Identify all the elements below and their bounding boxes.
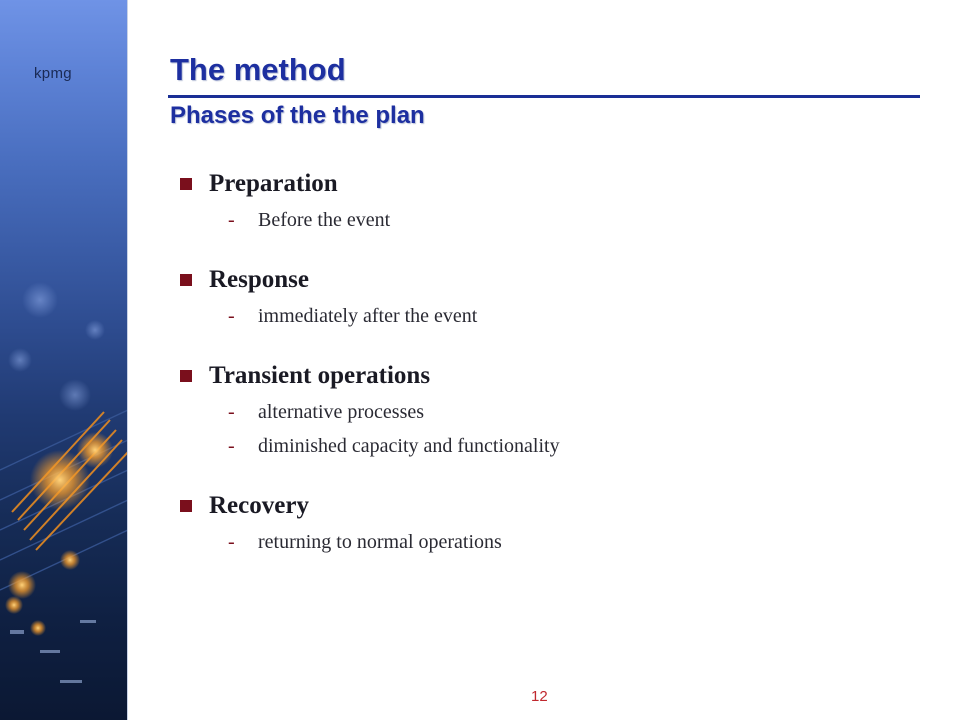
phase-title: Preparation xyxy=(209,170,338,197)
phase-detail xyxy=(180,395,900,429)
phase-detail-text: returning to normal operations xyxy=(258,530,502,553)
phase-details xyxy=(180,525,900,559)
phase-details xyxy=(180,203,900,237)
phase-item xyxy=(180,165,900,237)
phase-title: Recovery xyxy=(209,492,309,519)
phase-detail xyxy=(180,525,900,559)
phase-details xyxy=(180,395,900,463)
phase-detail xyxy=(180,299,900,333)
sidebar-decoration xyxy=(0,0,128,720)
phase-detail-text: Before the event xyxy=(258,208,391,231)
slide-subtitle: Phases of the the plan xyxy=(170,102,425,129)
phase-list xyxy=(180,165,900,583)
phase-detail xyxy=(180,203,900,237)
circuit-board-image xyxy=(0,0,128,720)
square-bullet-icon xyxy=(180,274,192,286)
phase-heading xyxy=(180,487,900,525)
phase-detail-text: immediately after the event xyxy=(258,304,478,327)
dash-bullet-icon: - xyxy=(228,530,235,553)
page-number: 12 xyxy=(531,688,548,705)
brand-label: kpmg xyxy=(34,65,72,82)
square-bullet-icon xyxy=(180,370,192,382)
phase-detail xyxy=(180,429,900,463)
phase-detail-text: diminished capacity and functionality xyxy=(258,434,560,457)
phase-heading xyxy=(180,261,900,299)
dash-bullet-icon: - xyxy=(228,208,235,231)
title-underline xyxy=(168,95,920,98)
sidebar-divider xyxy=(127,0,128,720)
phase-title: Response xyxy=(209,266,310,293)
phase-item xyxy=(180,261,900,333)
dash-bullet-icon: - xyxy=(228,400,235,423)
square-bullet-icon xyxy=(180,178,192,190)
phase-heading xyxy=(180,165,900,203)
phase-details xyxy=(180,299,900,333)
square-bullet-icon xyxy=(180,500,192,512)
phase-item xyxy=(180,357,900,463)
phase-item xyxy=(180,487,900,559)
slide-title: The method xyxy=(170,52,346,87)
phase-heading xyxy=(180,357,900,395)
dash-bullet-icon: - xyxy=(228,304,235,327)
phase-title: Transient operations xyxy=(209,362,431,389)
phase-detail-text: alternative processes xyxy=(258,400,425,423)
dash-bullet-icon: - xyxy=(228,434,235,457)
